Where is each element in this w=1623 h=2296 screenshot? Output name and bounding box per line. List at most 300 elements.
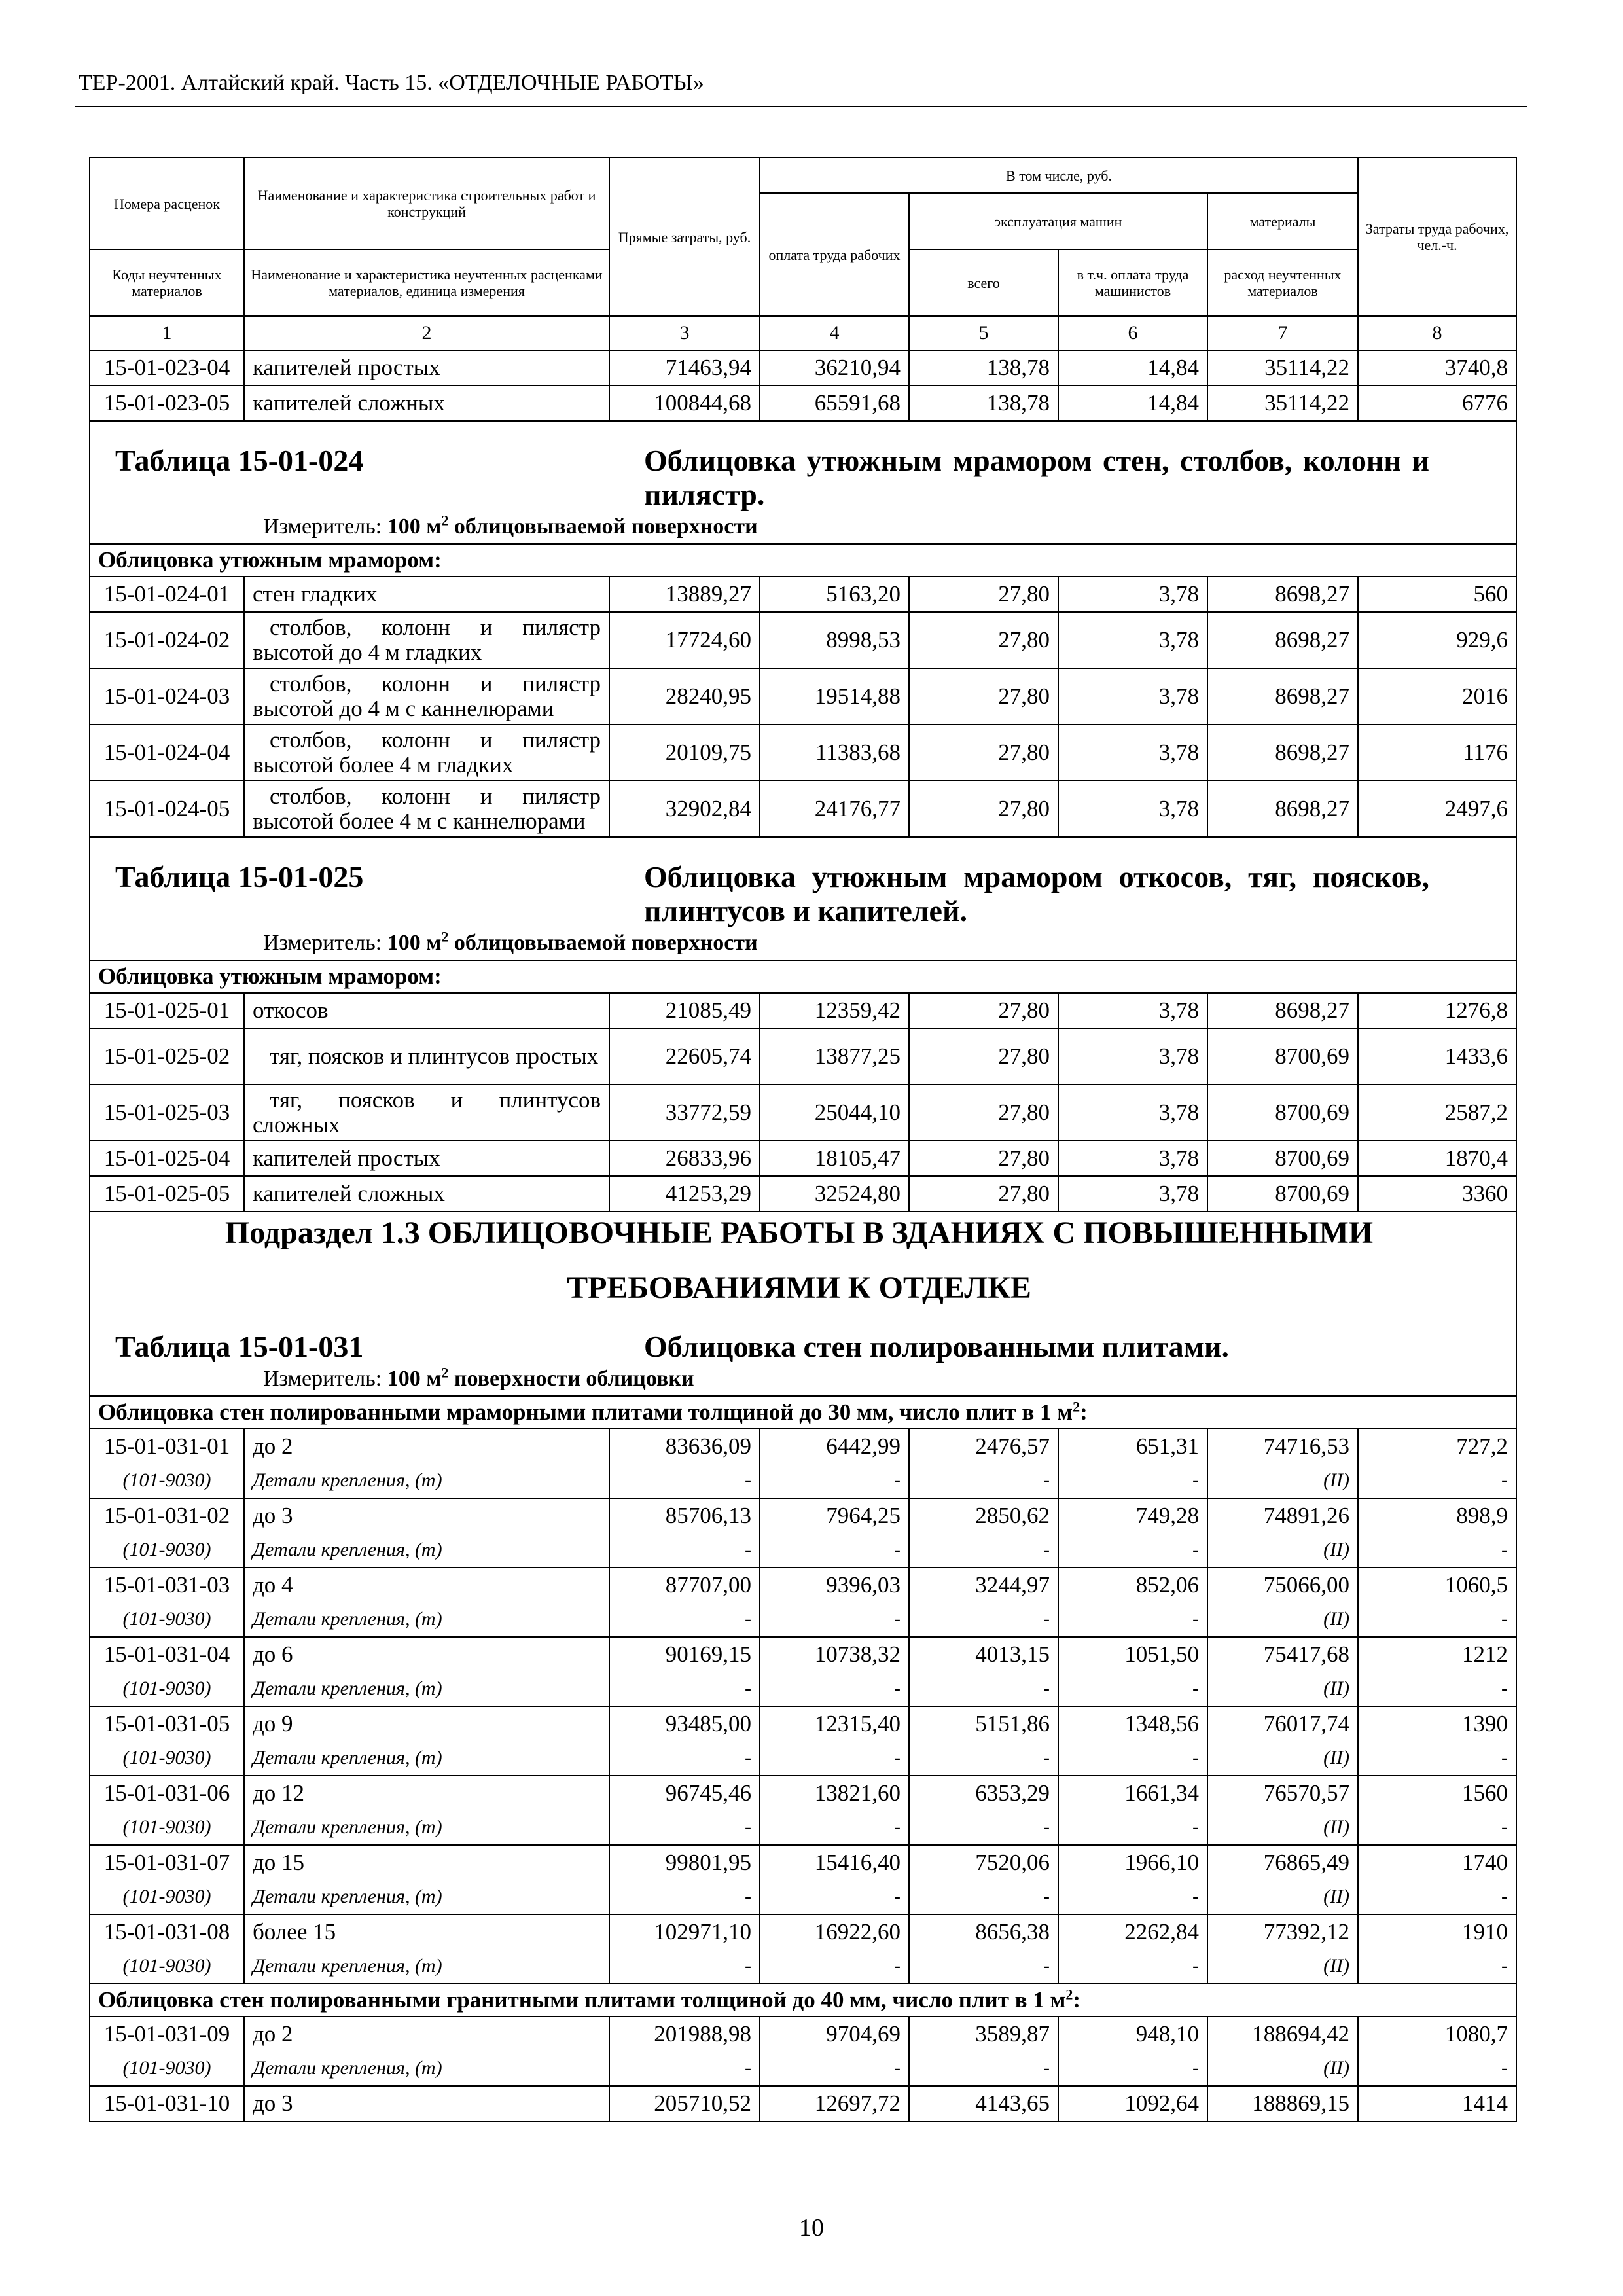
value-c5: 27,80 bbox=[909, 1085, 1058, 1141]
value-c7: 8700,69 bbox=[1207, 1085, 1358, 1141]
work-name: тяг, поясков и плинтусов простых bbox=[244, 1028, 609, 1085]
value-c8: 1390 bbox=[1358, 1706, 1516, 1741]
value-c4: 32524,80 bbox=[760, 1176, 909, 1211]
value-c3: 20109,75 bbox=[609, 725, 760, 781]
value-c6: 3,78 bbox=[1058, 993, 1207, 1028]
value-c6: 3,78 bbox=[1058, 612, 1207, 668]
value-c8: 2016 bbox=[1358, 668, 1516, 725]
value-c4: 24176,77 bbox=[760, 781, 909, 837]
value-c6: 1348,56 bbox=[1058, 1706, 1207, 1741]
value-c4: 13821,60 bbox=[760, 1776, 909, 1810]
value-c5: 27,80 bbox=[909, 725, 1058, 781]
th-direct-costs: Прямые затраты, руб. bbox=[609, 158, 760, 316]
value-c5: 27,80 bbox=[909, 668, 1058, 725]
subsection-and-table-15-01-031-heading bbox=[90, 1211, 1516, 1396]
col-number: 5 bbox=[909, 316, 1058, 350]
value-c3: 205710,52 bbox=[609, 2086, 760, 2121]
rate-code: 15-01-025-03 bbox=[90, 1085, 244, 1141]
table-row bbox=[90, 781, 1516, 837]
work-name: до 9 bbox=[244, 1706, 609, 1741]
work-name: столбов, колонн и пилястр высотой более 4 м гладких bbox=[244, 725, 609, 781]
value-c5: 27,80 bbox=[909, 612, 1058, 668]
col-number: 2 bbox=[244, 316, 609, 350]
value-c5: 8656,38 bbox=[909, 1914, 1058, 1949]
rate-code: 15-01-025-02 bbox=[90, 1028, 244, 1085]
th-labor-costs: Затраты труда рабочих, чел.-ч. bbox=[1358, 158, 1516, 316]
value-c4: 36210,94 bbox=[760, 350, 909, 386]
material-class: (II) bbox=[1207, 1602, 1358, 1637]
rate-code: 15-01-031-05 bbox=[90, 1706, 244, 1741]
value-c5: 3244,97 bbox=[909, 1568, 1058, 1602]
rate-code: 15-01-031-10 bbox=[90, 2086, 244, 2121]
value-c3: 90169,15 bbox=[609, 1637, 760, 1672]
value-c7: 8700,69 bbox=[1207, 1176, 1358, 1211]
material-class: (II) bbox=[1207, 1533, 1358, 1568]
value-c3: 85706,13 bbox=[609, 1498, 760, 1533]
dash-c3: - bbox=[609, 1949, 760, 1984]
work-name: до 2 bbox=[244, 1429, 609, 1463]
th-material-codes: Коды неучтенных материалов bbox=[90, 249, 244, 316]
rate-code: 15-01-023-04 bbox=[90, 350, 244, 386]
value-c7: 76865,49 bbox=[1207, 1845, 1358, 1880]
material-name: Детали крепления, (т) bbox=[244, 1741, 609, 1776]
value-c8: 1910 bbox=[1358, 1914, 1516, 1949]
rate-code: 15-01-031-04 bbox=[90, 1637, 244, 1672]
material-name: Детали крепления, (т) bbox=[244, 1949, 609, 1984]
value-c7: 8698,27 bbox=[1207, 725, 1358, 781]
value-c5: 27,80 bbox=[909, 1141, 1058, 1176]
value-c7: 74716,53 bbox=[1207, 1429, 1358, 1463]
material-subrow bbox=[90, 1602, 1516, 1637]
dash-c8: - bbox=[1358, 1880, 1516, 1914]
value-c5: 27,80 bbox=[909, 577, 1058, 612]
table-number: Таблица 15-01-031 bbox=[115, 1330, 364, 1363]
table-row bbox=[90, 725, 1516, 781]
material-class: (II) bbox=[1207, 1810, 1358, 1845]
value-c4: 10738,32 bbox=[760, 1637, 909, 1672]
value-c3: 96745,46 bbox=[609, 1776, 760, 1810]
value-c8: 1740 bbox=[1358, 1845, 1516, 1880]
value-c6: 3,78 bbox=[1058, 577, 1207, 612]
material-code: (101-9030) bbox=[90, 2051, 244, 2086]
rate-code: 15-01-023-05 bbox=[90, 386, 244, 421]
value-c8: 6776 bbox=[1358, 386, 1516, 421]
table-row bbox=[90, 1028, 1516, 1085]
value-c6: 3,78 bbox=[1058, 1085, 1207, 1141]
col-number: 4 bbox=[760, 316, 909, 350]
table-row bbox=[90, 1637, 1516, 1672]
table-row bbox=[90, 1141, 1516, 1176]
value-c4: 7964,25 bbox=[760, 1498, 909, 1533]
value-c4: 16922,60 bbox=[760, 1914, 909, 1949]
dash-c3: - bbox=[609, 1880, 760, 1914]
dash-c4: - bbox=[760, 1463, 909, 1498]
dash-c4: - bbox=[760, 1880, 909, 1914]
rate-code: 15-01-024-03 bbox=[90, 668, 244, 725]
value-c4: 18105,47 bbox=[760, 1141, 909, 1176]
material-class: (II) bbox=[1207, 1880, 1358, 1914]
value-c6: 3,78 bbox=[1058, 668, 1207, 725]
value-c3: 71463,94 bbox=[609, 350, 760, 386]
dash-c5: - bbox=[909, 1741, 1058, 1776]
dash-c6: - bbox=[1058, 1533, 1207, 1568]
material-subrow bbox=[90, 1810, 1516, 1845]
dash-c5: - bbox=[909, 1602, 1058, 1637]
table-row bbox=[90, 1085, 1516, 1141]
value-c3: 13889,27 bbox=[609, 577, 760, 612]
dash-c5: - bbox=[909, 1949, 1058, 1984]
rate-code: 15-01-031-02 bbox=[90, 1498, 244, 1533]
dash-c4: - bbox=[760, 1741, 909, 1776]
granite-rows bbox=[90, 2017, 1516, 2086]
dash-c5: - bbox=[909, 1810, 1058, 1845]
dash-c5: - bbox=[909, 1880, 1058, 1914]
value-c8: 929,6 bbox=[1358, 612, 1516, 668]
dash-c4: - bbox=[760, 2051, 909, 2086]
work-name: до 4 bbox=[244, 1568, 609, 1602]
value-c8: 898,9 bbox=[1358, 1498, 1516, 1533]
table-row bbox=[90, 577, 1516, 612]
dash-c8: - bbox=[1358, 1672, 1516, 1706]
value-c5: 27,80 bbox=[909, 1176, 1058, 1211]
dash-c6: - bbox=[1058, 2051, 1207, 2086]
value-c3: 22605,74 bbox=[609, 1028, 760, 1085]
table-row bbox=[90, 2086, 1516, 2121]
value-c3: 17724,60 bbox=[609, 612, 760, 668]
rate-code: 15-01-031-08 bbox=[90, 1914, 244, 1949]
material-subrow bbox=[90, 1533, 1516, 1568]
value-c5: 3589,87 bbox=[909, 2017, 1058, 2051]
material-subrow bbox=[90, 2051, 1516, 2086]
value-c8: 1212 bbox=[1358, 1637, 1516, 1672]
value-c3: 87707,00 bbox=[609, 1568, 760, 1602]
dash-c8: - bbox=[1358, 1602, 1516, 1637]
value-c4: 12315,40 bbox=[760, 1706, 909, 1741]
rate-code: 15-01-024-04 bbox=[90, 725, 244, 781]
value-c6: 1966,10 bbox=[1058, 1845, 1207, 1880]
value-c8: 1080,7 bbox=[1358, 2017, 1516, 2051]
th-labor-pay: оплата труда рабочих bbox=[760, 193, 909, 316]
work-name: столбов, колонн и пилястр высотой до 4 м гладких bbox=[244, 612, 609, 668]
dash-c4: - bbox=[760, 1810, 909, 1845]
value-c6: 1092,64 bbox=[1058, 2086, 1207, 2121]
rate-code: 15-01-031-06 bbox=[90, 1776, 244, 1810]
value-c8: 3360 bbox=[1358, 1176, 1516, 1211]
value-c7: 188694,42 bbox=[1207, 2017, 1358, 2051]
value-c7: 8698,27 bbox=[1207, 781, 1358, 837]
value-c4: 11383,68 bbox=[760, 725, 909, 781]
value-c8: 1176 bbox=[1358, 725, 1516, 781]
table-row bbox=[90, 1706, 1516, 1741]
work-name: капителей простых bbox=[244, 350, 609, 386]
value-c3: 100844,68 bbox=[609, 386, 760, 421]
rate-code: 15-01-024-01 bbox=[90, 577, 244, 612]
value-c6: 1661,34 bbox=[1058, 1776, 1207, 1810]
value-c5: 27,80 bbox=[909, 993, 1058, 1028]
value-c6: 948,10 bbox=[1058, 2017, 1207, 2051]
material-subrow bbox=[90, 1741, 1516, 1776]
th-including: В том числе, руб. bbox=[760, 158, 1358, 193]
value-c3: 201988,98 bbox=[609, 2017, 760, 2051]
th-total: всего bbox=[909, 249, 1058, 316]
value-c8: 1060,5 bbox=[1358, 1568, 1516, 1602]
value-c4: 65591,68 bbox=[760, 386, 909, 421]
dash-c6: - bbox=[1058, 1672, 1207, 1706]
dash-c8: - bbox=[1358, 1949, 1516, 1984]
dash-c5: - bbox=[909, 2051, 1058, 2086]
value-c5: 5151,86 bbox=[909, 1706, 1058, 1741]
value-c8: 2497,6 bbox=[1358, 781, 1516, 837]
dash-c4: - bbox=[760, 1672, 909, 1706]
dash-c3: - bbox=[609, 2051, 760, 2086]
material-name: Детали крепления, (т) bbox=[244, 1672, 609, 1706]
dash-c6: - bbox=[1058, 1741, 1207, 1776]
value-c4: 13877,25 bbox=[760, 1028, 909, 1085]
value-c6: 3,78 bbox=[1058, 725, 1207, 781]
value-c3: 28240,95 bbox=[609, 668, 760, 725]
rate-code: 15-01-025-04 bbox=[90, 1141, 244, 1176]
material-code: (101-9030) bbox=[90, 1533, 244, 1568]
table-row bbox=[90, 350, 1516, 386]
material-code: (101-9030) bbox=[90, 1949, 244, 1984]
value-c6: 14,84 bbox=[1058, 350, 1207, 386]
material-name: Детали крепления, (т) bbox=[244, 1533, 609, 1568]
dash-c8: - bbox=[1358, 1463, 1516, 1498]
dash-c3: - bbox=[609, 1602, 760, 1637]
value-c7: 75417,68 bbox=[1207, 1637, 1358, 1672]
work-name: до 12 bbox=[244, 1776, 609, 1810]
value-c7: 8698,27 bbox=[1207, 577, 1358, 612]
value-c4: 5163,20 bbox=[760, 577, 909, 612]
value-c4: 6442,99 bbox=[760, 1429, 909, 1463]
th-materials: материалы bbox=[1207, 193, 1358, 249]
value-c8: 560 bbox=[1358, 577, 1516, 612]
work-name: столбов, колонн и пилястр высотой более 4 м с каннелюрами bbox=[244, 781, 609, 837]
work-name: капителей сложных bbox=[244, 1176, 609, 1211]
material-code: (101-9030) bbox=[90, 1463, 244, 1498]
work-name: капителей простых bbox=[244, 1141, 609, 1176]
th-machinist-pay: в т.ч. оплата труда машинистов bbox=[1058, 249, 1207, 316]
dash-c6: - bbox=[1058, 1810, 1207, 1845]
rate-code: 15-01-024-02 bbox=[90, 612, 244, 668]
table-row bbox=[90, 1498, 1516, 1533]
value-c5: 7520,06 bbox=[909, 1845, 1058, 1880]
value-c7: 35114,22 bbox=[1207, 386, 1358, 421]
group-heading: Облицовка утюжным мрамором: bbox=[90, 544, 1516, 577]
material-code: (101-9030) bbox=[90, 1672, 244, 1706]
subsection-title-line2: ТРЕБОВАНИЯМИ К ОТДЕЛКЕ bbox=[567, 1270, 1031, 1305]
value-c4: 19514,88 bbox=[760, 668, 909, 725]
dash-c5: - bbox=[909, 1463, 1058, 1498]
work-name: до 3 bbox=[244, 2086, 609, 2121]
value-c5: 2476,57 bbox=[909, 1429, 1058, 1463]
th-work-name: Наименование и характеристика строительных работ и конструкций bbox=[244, 158, 609, 249]
dash-c5: - bbox=[909, 1533, 1058, 1568]
measure-unit: Измеритель: 100 $м^2$ облицовываемой поверхности bbox=[263, 928, 758, 955]
value-c6: 2262,84 bbox=[1058, 1914, 1207, 1949]
col-number: 7 bbox=[1207, 316, 1358, 350]
rate-code: 15-01-025-01 bbox=[90, 993, 244, 1028]
value-c6: 3,78 bbox=[1058, 1141, 1207, 1176]
rate-code: 15-01-031-03 bbox=[90, 1568, 244, 1602]
value-c4: 25044,10 bbox=[760, 1085, 909, 1141]
value-c5: 27,80 bbox=[909, 781, 1058, 837]
group-heading: Облицовка утюжным мрамором: bbox=[90, 960, 1516, 993]
table-caption: Облицовка утюжным мрамором стен, столбов, колонн и пилястр. bbox=[644, 444, 1429, 511]
dash-c4: - bbox=[760, 1949, 909, 1984]
dash-c3: - bbox=[609, 1672, 760, 1706]
marble-rows bbox=[90, 1429, 1516, 1984]
value-c3: 41253,29 bbox=[609, 1176, 760, 1211]
rate-code: 15-01-031-01 bbox=[90, 1429, 244, 1463]
col-number: 1 bbox=[90, 316, 244, 350]
material-subrow bbox=[90, 1463, 1516, 1498]
page-number: 10 bbox=[799, 2214, 824, 2242]
running-header: ТЕР-2001. Алтайский край. Часть 15. «ОТДЕЛОЧНЫЕ РАБОТЫ» bbox=[79, 71, 704, 95]
work-name: более 15 bbox=[244, 1914, 609, 1949]
table-number: Таблица 15-01-025 bbox=[115, 860, 364, 893]
work-name: стен гладких bbox=[244, 577, 609, 612]
value-c4: 9396,03 bbox=[760, 1568, 909, 1602]
value-c6: 749,28 bbox=[1058, 1498, 1207, 1533]
value-c8: 1414 bbox=[1358, 2086, 1516, 2121]
value-c6: 14,84 bbox=[1058, 386, 1207, 421]
table-row bbox=[90, 2017, 1516, 2051]
value-c8: 727,2 bbox=[1358, 1429, 1516, 1463]
col-number: 3 bbox=[609, 316, 760, 350]
value-c8: 1433,6 bbox=[1358, 1028, 1516, 1085]
value-c3: 26833,96 bbox=[609, 1141, 760, 1176]
value-c6: 651,31 bbox=[1058, 1429, 1207, 1463]
table-15-01-025-heading bbox=[90, 837, 1516, 960]
value-c3: 21085,49 bbox=[609, 993, 760, 1028]
value-c7: 188869,15 bbox=[1207, 2086, 1358, 2121]
group-heading: Облицовка стен полированными гранитными плитами толщиной до 40 мм, число плит в 1 $м^2$: bbox=[90, 1984, 1516, 2017]
col-number: 8 bbox=[1358, 316, 1516, 350]
dash-c6: - bbox=[1058, 1602, 1207, 1637]
subsection-title-line1: Подраздел 1.3 ОБЛИЦОВОЧНЫЕ РАБОТЫ В ЗДАНИЯХ С ПОВЫШЕННЫМИ bbox=[224, 1215, 1374, 1250]
value-c6: 3,78 bbox=[1058, 1028, 1207, 1085]
group-heading: Облицовка стен полированными мраморными плитами толщиной до 30 мм, число плит в 1 $м^2$: bbox=[90, 1396, 1516, 1429]
work-name: тяг, поясков и плинтусов сложных bbox=[244, 1085, 609, 1141]
material-class: (II) bbox=[1207, 1672, 1358, 1706]
value-c5: 4013,15 bbox=[909, 1637, 1058, 1672]
measure-unit: Измеритель: 100 $м^2$ поверхности облицовки bbox=[263, 1364, 694, 1391]
material-subrow bbox=[90, 1949, 1516, 1984]
header-rule bbox=[75, 106, 1527, 107]
value-c8: 2587,2 bbox=[1358, 1085, 1516, 1141]
dash-c4: - bbox=[760, 1602, 909, 1637]
value-c5: 2850,62 bbox=[909, 1498, 1058, 1533]
value-c7: 8698,27 bbox=[1207, 668, 1358, 725]
dash-c8: - bbox=[1358, 2051, 1516, 2086]
value-c3: 83636,09 bbox=[609, 1429, 760, 1463]
table-caption: Облицовка утюжным мрамором откосов, тяг, поясков, плинтусов и капителей. bbox=[644, 860, 1429, 927]
material-code: (101-9030) bbox=[90, 1810, 244, 1845]
value-c3: 33772,59 bbox=[609, 1085, 760, 1141]
dash-c6: - bbox=[1058, 1463, 1207, 1498]
dash-c4: - bbox=[760, 1533, 909, 1568]
th-unaccounted-materials: расход неучтенных материалов bbox=[1207, 249, 1358, 316]
rate-code: 15-01-031-07 bbox=[90, 1845, 244, 1880]
table-caption: Облицовка стен полированными плитами. bbox=[644, 1330, 1229, 1363]
value-c7: 76570,57 bbox=[1207, 1776, 1358, 1810]
work-name: до 6 bbox=[244, 1637, 609, 1672]
table-row bbox=[90, 386, 1516, 421]
dash-c3: - bbox=[609, 1533, 760, 1568]
value-c6: 852,06 bbox=[1058, 1568, 1207, 1602]
rate-code: 15-01-024-05 bbox=[90, 781, 244, 837]
material-class: (II) bbox=[1207, 1949, 1358, 1984]
table-row bbox=[90, 993, 1516, 1028]
table-row bbox=[90, 668, 1516, 725]
material-name: Детали крепления, (т) bbox=[244, 2051, 609, 2086]
col-number: 6 bbox=[1058, 316, 1207, 350]
dash-c8: - bbox=[1358, 1810, 1516, 1845]
table-header bbox=[90, 158, 1516, 316]
value-c7: 8698,27 bbox=[1207, 612, 1358, 668]
value-c5: 6353,29 bbox=[909, 1776, 1058, 1810]
value-c6: 3,78 bbox=[1058, 1176, 1207, 1211]
table-15-01-024-heading bbox=[90, 421, 1516, 544]
value-c7: 76017,74 bbox=[1207, 1706, 1358, 1741]
material-subrow bbox=[90, 1672, 1516, 1706]
table-row bbox=[90, 1776, 1516, 1810]
table-row bbox=[90, 1568, 1516, 1602]
dash-c6: - bbox=[1058, 1949, 1207, 1984]
value-c4: 9704,69 bbox=[760, 2017, 909, 2051]
value-c7: 8698,27 bbox=[1207, 993, 1358, 1028]
value-c3: 32902,84 bbox=[609, 781, 760, 837]
table-row bbox=[90, 1845, 1516, 1880]
dash-c6: - bbox=[1058, 1880, 1207, 1914]
value-c6: 1051,50 bbox=[1058, 1637, 1207, 1672]
value-c8: 1560 bbox=[1358, 1776, 1516, 1810]
work-name: до 2 bbox=[244, 2017, 609, 2051]
material-code: (101-9030) bbox=[90, 1880, 244, 1914]
rate-code: 15-01-025-05 bbox=[90, 1176, 244, 1211]
value-c7: 75066,00 bbox=[1207, 1568, 1358, 1602]
material-name: Детали крепления, (т) bbox=[244, 1810, 609, 1845]
material-code: (101-9030) bbox=[90, 1602, 244, 1637]
value-c7: 8700,69 bbox=[1207, 1028, 1358, 1085]
value-c4: 12359,42 bbox=[760, 993, 909, 1028]
table-number: Таблица 15-01-024 bbox=[115, 444, 364, 477]
value-c3: 99801,95 bbox=[609, 1845, 760, 1880]
dash-c3: - bbox=[609, 1810, 760, 1845]
th-machines: эксплуатация машин bbox=[909, 193, 1207, 249]
measure-unit: Измеритель: 100 $м^2$ облицовываемой поверхности bbox=[263, 512, 758, 539]
value-c3: 102971,10 bbox=[609, 1914, 760, 1949]
value-c7: 74891,26 bbox=[1207, 1498, 1358, 1533]
material-class: (II) bbox=[1207, 2051, 1358, 2086]
value-c6: 3,78 bbox=[1058, 781, 1207, 837]
value-c7: 77392,12 bbox=[1207, 1914, 1358, 1949]
dash-c5: - bbox=[909, 1672, 1058, 1706]
value-c5: 138,78 bbox=[909, 350, 1058, 386]
work-name: капителей сложных bbox=[244, 386, 609, 421]
th-material-names: Наименование и характеристика неучтенных расценками материалов, единица измерения bbox=[244, 249, 609, 316]
work-name: до 15 bbox=[244, 1845, 609, 1880]
value-c5: 138,78 bbox=[909, 386, 1058, 421]
dash-c3: - bbox=[609, 1741, 760, 1776]
value-c4: 15416,40 bbox=[760, 1845, 909, 1880]
value-c7: 8700,69 bbox=[1207, 1141, 1358, 1176]
rates-table bbox=[89, 157, 1517, 2122]
dash-c8: - bbox=[1358, 1533, 1516, 1568]
value-c5: 4143,65 bbox=[909, 2086, 1058, 2121]
column-number-row bbox=[90, 316, 1516, 350]
